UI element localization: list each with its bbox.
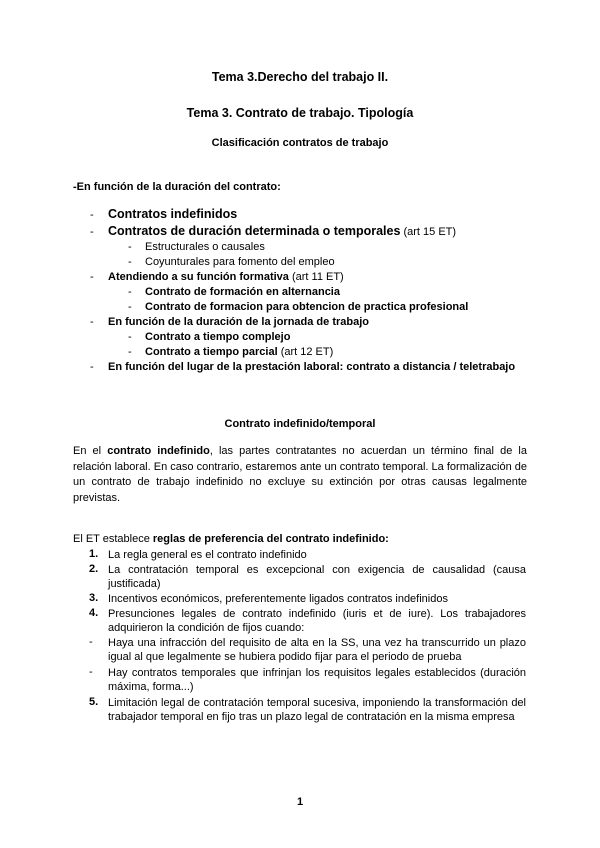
- topic-title: Tema 3. Contrato de trabajo. Tipología: [186, 106, 414, 120]
- list-bullet: -: [90, 209, 94, 221]
- list-item-tiempo-parcial: [145, 346, 333, 358]
- item-label: Estructurales o causales: [145, 241, 265, 253]
- section-heading-indefinido-temporal: Contrato indefinido/temporal: [224, 418, 376, 430]
- list-bullet: -: [128, 286, 132, 298]
- list-item-formativa: [108, 271, 344, 283]
- rule-number: 4.: [89, 607, 99, 619]
- para-pre: En el: [73, 445, 108, 457]
- item-label: Contratos de duración determinada o temporales: [108, 224, 401, 238]
- list-item-alternancia: [145, 286, 340, 298]
- rule-text: Incentivos económicos, preferentemente ligados contratos indefinidos: [108, 593, 448, 605]
- rule-dash: -: [89, 636, 93, 648]
- list-item-indefinidos: [108, 207, 237, 221]
- item-label: En función de la duración de la jornada de trabajo: [108, 316, 369, 328]
- rule-text: Hay contratos temporales que infrinjan los requisitos legales establecidos (duración máxima, forma...): [108, 667, 526, 693]
- list-item-teletrabajo: [108, 361, 515, 373]
- item-label: Contrato de formacion para obtencion de practica profesional: [145, 301, 469, 313]
- item-label: En función del lugar de la prestación laboral: contrato a distancia / teletrabajo: [108, 361, 516, 373]
- item-label: Contrato a tiempo parcial: [145, 346, 278, 358]
- section-heading-duration: -En función de la duración del contrato:: [73, 181, 281, 193]
- list-bullet: -: [128, 331, 132, 343]
- para-bold: contrato indefinido: [107, 445, 210, 457]
- item-label: Contrato de formación en alternancia: [145, 286, 340, 298]
- list-bullet: -: [90, 271, 94, 283]
- rule-text: Limitación legal de contratación temporal sucesiva, imponiendo la transformación del trabajador temporal en fijo tras un plazo legal de contratación en la misma empresa: [108, 697, 526, 723]
- rule-number: 5.: [89, 696, 99, 708]
- rule-dash: -: [89, 666, 93, 678]
- para-post: , las partes contratantes no acuerdan un término final de la relación laboral. En caso contrario, estaremos ante un contrato temporal. La formalización de un contrato de trabajo indefinido no excluye su extinción por otras causas legalmente previstas.: [73, 445, 527, 504]
- list-bullet: -: [128, 346, 132, 358]
- list-item-coyunturales: [145, 256, 335, 268]
- rules-intro-bold: reglas de preferencia del contrato indefinido:: [152, 533, 389, 545]
- rule-text: Presunciones legales de contrato indefinido (iuris et de iure). Los trabajadores adquirieron la condición de fijos cuando:: [108, 608, 526, 634]
- list-item-practica: [145, 301, 468, 313]
- rule-number: 1.: [89, 548, 99, 560]
- item-label: Atendiendo a su función formativa: [108, 271, 289, 283]
- rule-text: Haya una infracción del requisito de alta en la SS, una vez ha transcurrido un plazo igual al que legalmente se hubiera podido fijar para el periodo de prueba: [108, 637, 526, 663]
- list-bullet: -: [128, 301, 132, 313]
- list-bullet: -: [128, 241, 132, 253]
- item-label: Contratos indefinidos: [108, 207, 238, 221]
- rule-text: La regla general es el contrato indefinido: [108, 549, 307, 561]
- list-bullet: -: [90, 226, 94, 238]
- item-ref: (art 11 ET): [288, 271, 344, 283]
- page-number: 1: [296, 796, 304, 808]
- rule-text: La contratación temporal es excepcional con exigencia de causalidad (causa justificada): [108, 564, 526, 590]
- paragraph-contrato-indefinido: [73, 444, 527, 506]
- list-item-tiempo-completo: [145, 331, 290, 343]
- item-ref: (art 15 ET): [400, 226, 457, 238]
- item-ref: (art 12 ET): [277, 346, 334, 358]
- list-item-estructurales: [145, 241, 265, 253]
- item-label: Coyunturales para fomento del empleo: [145, 256, 335, 268]
- rules-intro-pre: El ET establece: [73, 533, 153, 545]
- list-bullet: -: [90, 361, 94, 373]
- rule-number: 3.: [89, 592, 99, 604]
- item-label: Contrato a tiempo complejo: [145, 331, 291, 343]
- rule-number: 2.: [89, 563, 99, 575]
- document-title: Tema 3.Derecho del trabajo II.: [211, 70, 389, 84]
- list-item-jornada: [108, 316, 369, 328]
- list-bullet: -: [128, 256, 132, 268]
- list-bullet: -: [90, 316, 94, 328]
- classification-title: Clasificación contratos de trabajo: [211, 137, 389, 149]
- list-item-temporales: [108, 224, 456, 238]
- rules-intro: [73, 533, 389, 545]
